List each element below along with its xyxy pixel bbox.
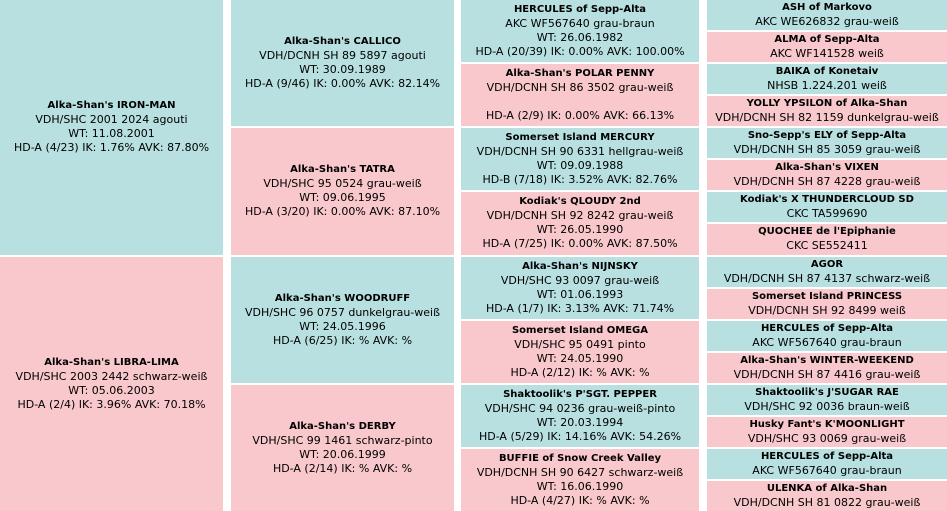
registration: VDH/SHC 96 0757 dunkelgrau-weiß bbox=[244, 305, 441, 319]
pedigree-cell-sire bbox=[707, 192, 947, 222]
pedigree-cell-dam bbox=[707, 481, 947, 511]
pedigree-cell-sire bbox=[707, 449, 947, 479]
dog-name: Somerset Island PRINCESS bbox=[751, 290, 903, 302]
dog-name: Shaktoolik's P'SGT. PEPPER bbox=[503, 388, 657, 400]
health-info: HD-A (4/23) IK: 1.76% AVK: 87.80% bbox=[13, 141, 210, 155]
pedigree-cell-sire bbox=[231, 0, 454, 126]
registration: VDH/SHC 2001 2024 agouti bbox=[35, 113, 188, 127]
dog-name: ALMA of Sepp-Alta bbox=[774, 34, 880, 46]
pedigree-cell-sire bbox=[707, 128, 947, 158]
birth-date: WT: 09.09.1988 bbox=[536, 159, 624, 173]
dog-name: AGOR bbox=[810, 258, 844, 270]
dog-name: HERCULES of Sepp-Alta bbox=[513, 4, 647, 16]
health-info: HD-A (3/20) IK: 0.00% AVK: 87.10% bbox=[244, 205, 441, 219]
registration: VDH/SHC 92 0036 braun-weiß bbox=[744, 399, 910, 413]
dog-name: Kodiak's QLOUDY 2nd bbox=[519, 196, 641, 208]
registration: VDH/DCNH SH 85 3059 grau-weiß bbox=[733, 143, 921, 157]
registration: VDH/DCNH SH 87 4137 schwarz-weiß bbox=[723, 271, 931, 285]
dog-name: Alka-Shan's DERBY bbox=[289, 420, 396, 432]
registration: VDH/DCNH SH 82 1159 dunkelgrau-weiß bbox=[715, 111, 939, 125]
pedigree-cell-sire bbox=[0, 0, 223, 255]
dog-name: BUFFIE of Snow Creek Valley bbox=[498, 452, 662, 464]
pedigree-cell-sire bbox=[461, 385, 699, 447]
birth-date: WT: 26.05.1990 bbox=[536, 223, 624, 237]
dog-name: Alka-Shan's VIXEN bbox=[775, 162, 879, 174]
registration: VDH/DCNH SH 90 6331 hellgrau-weiß bbox=[476, 145, 684, 159]
registration: VDH/DCNH SH 90 6427 schwarz-weiß bbox=[476, 465, 684, 479]
registration: VDH/SHC 99 1461 schwarz-pinto bbox=[252, 433, 433, 447]
registration: VDH/DCNH SH 81 0822 grau-weiß bbox=[733, 495, 921, 509]
dog-name: ULENKA of Alka-Shan bbox=[766, 482, 888, 494]
pedigree-cell-dam bbox=[707, 224, 947, 254]
generation-3-column bbox=[461, 0, 699, 511]
registration: VDH/DCNH SH 87 4416 grau-weiß bbox=[733, 367, 921, 381]
pedigree-cell-dam bbox=[231, 385, 454, 511]
registration: AKC WF567640 grau-braun bbox=[505, 17, 655, 31]
pedigree-cell-dam bbox=[461, 449, 699, 511]
pedigree-cell-dam bbox=[461, 192, 699, 254]
dog-name: Alka-Shan's WINTER-WEEKEND bbox=[740, 354, 914, 366]
pedigree-cell-dam bbox=[707, 32, 947, 62]
health-info: HD-A (6/25) IK: % AVK: % bbox=[272, 333, 413, 347]
pedigree-cell-sire bbox=[707, 257, 947, 287]
registration: CKC SE552411 bbox=[786, 239, 868, 253]
pedigree-cell-sire bbox=[707, 64, 947, 94]
registration: VDH/DCNH SH 86 3502 grau-weiß bbox=[486, 81, 674, 95]
birth-date: WT: 20.03.1994 bbox=[536, 415, 624, 429]
pedigree-cell-dam bbox=[461, 64, 699, 126]
health-info: HD-A (2/12) IK: % AVK: % bbox=[510, 365, 650, 379]
health-info: HD-A (2/9) IK: 0.00% AVK: 66.13% bbox=[485, 109, 675, 123]
pedigree-cell-sire bbox=[707, 321, 947, 351]
generation-4-column bbox=[707, 0, 947, 511]
registration: VDH/SHC 93 0097 grau-weiß bbox=[500, 273, 660, 287]
pedigree-cell-sire bbox=[231, 257, 454, 383]
pedigree-cell-sire bbox=[707, 0, 947, 30]
registration: AKC WF567640 grau-braun bbox=[752, 463, 902, 477]
birth-date bbox=[578, 95, 582, 109]
pedigree-cell-dam bbox=[231, 128, 454, 254]
dog-name: Husky Fant's K'MOONLIGHT bbox=[749, 418, 905, 430]
dog-name: HERCULES of Sepp-Alta bbox=[760, 450, 894, 462]
birth-date: WT: 24.05.1996 bbox=[299, 319, 386, 333]
registration: VDH/SHC 2003 2442 schwarz-weiß bbox=[15, 369, 208, 383]
health-info: HD-B (7/18) IK: 3.52% AVK: 82.76% bbox=[482, 173, 678, 187]
dog-name: BAIKA of Konetaiv bbox=[775, 66, 879, 78]
dog-name: ASH of Markovo bbox=[782, 2, 872, 14]
dog-name: Somerset Island MERCURY bbox=[505, 132, 655, 144]
dog-name: Somerset Island OMEGA bbox=[511, 324, 649, 336]
birth-date: WT: 16.06.1990 bbox=[536, 479, 624, 493]
pedigree-cell-sire bbox=[461, 257, 699, 319]
pedigree-cell-dam bbox=[707, 96, 947, 126]
health-info: HD-A (9/46) IK: 0.00% AVK: 82.14% bbox=[244, 77, 441, 91]
birth-date: WT: 30.09.1989 bbox=[299, 63, 386, 77]
pedigree-cell-dam bbox=[461, 321, 699, 383]
dog-name: Alka-Shan's IRON-MAN bbox=[47, 100, 176, 112]
birth-date: WT: 20.06.1999 bbox=[299, 447, 386, 461]
registration: AKC WE626832 grau-weiß bbox=[755, 15, 899, 29]
health-info: HD-A (7/25) IK: 0.00% AVK: 87.50% bbox=[482, 237, 678, 251]
dog-name: Shaktoolik's J'SUGAR RAE bbox=[755, 386, 899, 398]
birth-date: WT: 24.05.1990 bbox=[536, 351, 624, 365]
registration: VDH/DCNH SH 92 8499 weiß bbox=[748, 303, 906, 317]
dog-name: Alka-Shan's WOODRUFF bbox=[274, 292, 411, 304]
birth-date: WT: 11.08.2001 bbox=[68, 127, 155, 141]
health-info: HD-A (4/27) IK: % AVK: % bbox=[510, 493, 650, 507]
pedigree-cell-dam bbox=[707, 353, 947, 383]
dog-name: Alka-Shan's TATRA bbox=[290, 164, 395, 176]
dog-name: Alka-Shan's CALLICO bbox=[284, 36, 401, 48]
health-info: HD-A (20/39) IK: 0.00% AVK: 100.00% bbox=[475, 45, 685, 59]
registration: AKC WF567640 grau-braun bbox=[752, 335, 902, 349]
registration: VDH/DCNH SH 87 4228 grau-weiß bbox=[733, 175, 921, 189]
birth-date: WT: 09.06.1995 bbox=[299, 191, 386, 205]
dog-name: Kodiak's X THUNDERCLOUD SD bbox=[740, 194, 914, 206]
registration: VDH/DCNH SH 89 5897 agouti bbox=[259, 49, 426, 63]
dog-name: Alka-Shan's NIJNSKY bbox=[522, 260, 638, 272]
health-info: HD-A (2/4) IK: 3.96% AVK: 70.18% bbox=[17, 397, 206, 411]
registration: VDH/SHC 95 0524 grau-weiß bbox=[263, 177, 422, 191]
health-info: HD-A (1/7) IK: 3.13% AVK: 71.74% bbox=[485, 301, 675, 315]
pedigree-cell-dam bbox=[707, 289, 947, 319]
registration: VDH/DCNH SH 92 8242 grau-weiß bbox=[486, 209, 674, 223]
pedigree-cell-sire bbox=[461, 128, 699, 190]
registration: VDH/SHC 94 0236 grau-weiß-pinto bbox=[484, 401, 676, 415]
registration: AKC WF141528 weiß bbox=[770, 47, 884, 61]
pedigree-cell-dam bbox=[707, 417, 947, 447]
pedigree-cell-sire bbox=[461, 0, 699, 62]
dog-name: Sno-Sepp's ELY of Sepp-Alta bbox=[747, 130, 907, 142]
dog-name: HERCULES of Sepp-Alta bbox=[760, 322, 894, 334]
birth-date: WT: 01.06.1993 bbox=[536, 287, 624, 301]
birth-date: WT: 05.06.2003 bbox=[68, 383, 155, 397]
health-info: HD-A (2/14) IK: % AVK: % bbox=[272, 461, 413, 475]
dog-name: Alka-Shan's POLAR PENNY bbox=[505, 68, 655, 80]
generation-2-column bbox=[231, 0, 454, 511]
pedigree-cell-sire bbox=[707, 385, 947, 415]
registration: NHSB 1.224.201 weiß bbox=[767, 79, 887, 93]
registration: CKC TA599690 bbox=[786, 207, 868, 221]
health-info: HD-A (5/29) IK: 14.16% AVK: 54.26% bbox=[478, 429, 682, 443]
registration: VDH/SHC 93 0069 grau-weiß bbox=[747, 431, 907, 445]
generation-1-column bbox=[0, 0, 223, 511]
dog-name: Alka-Shan's LIBRA-LIMA bbox=[44, 356, 179, 368]
dog-name: QUOCHEE de l'Epiphanie bbox=[758, 226, 896, 238]
pedigree-cell-dam bbox=[707, 160, 947, 190]
dog-name: YOLLY YPSILON of Alka-Shan bbox=[746, 98, 908, 110]
pedigree-cell-dam bbox=[0, 257, 223, 511]
registration: VDH/SHC 95 0491 pinto bbox=[514, 337, 646, 351]
birth-date: WT: 26.06.1982 bbox=[536, 31, 624, 45]
